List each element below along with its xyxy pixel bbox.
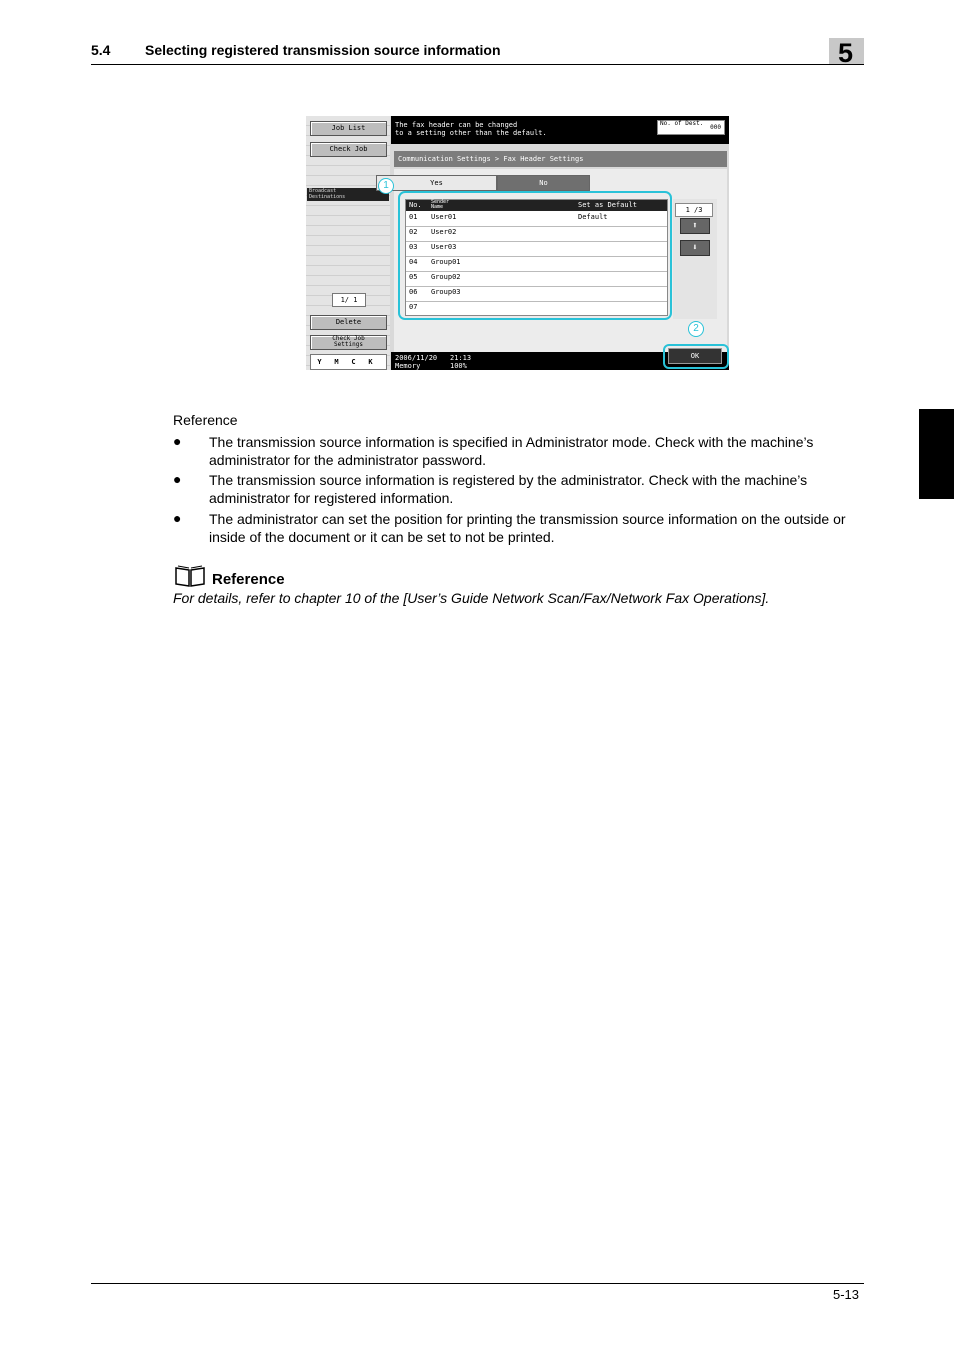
callout-highlight-2 <box>663 344 729 369</box>
delete-button[interactable]: Delete <box>310 315 387 330</box>
table-row[interactable]: 05 Group02 <box>406 271 667 287</box>
bullet-icon: ● <box>173 471 182 487</box>
table-row[interactable]: 01 User01 Default <box>406 211 667 227</box>
scroll-up-button[interactable]: ⬆ <box>680 218 710 234</box>
table-row[interactable]: 02 User02 <box>406 226 667 242</box>
chapter-side-tab <box>919 409 954 499</box>
ok-button[interactable]: OK <box>668 348 722 364</box>
page-indicator: 1 /3 <box>675 203 713 217</box>
header-no: No. <box>409 201 422 209</box>
check-job-settings-button[interactable]: Check Job Settings <box>310 335 387 350</box>
left-panel <box>306 116 390 370</box>
status-date: 2006/11/20 <box>395 354 438 362</box>
callout-number-1: 1 <box>378 178 394 194</box>
toner-indicator <box>310 354 387 370</box>
bullet-icon: ● <box>173 433 182 449</box>
header-set-as-default: Set as Default <box>578 201 638 209</box>
status-memory: Memory <box>395 362 421 370</box>
toner-c: C <box>351 358 356 366</box>
status-time: 21:13 <box>450 354 472 362</box>
broadcast-destinations-label: Broadcast Destinations <box>307 188 389 201</box>
fax-header-settings-screenshot <box>306 116 729 370</box>
book-icon <box>173 564 207 588</box>
toner-k: K <box>368 358 373 366</box>
destination-count <box>657 120 725 135</box>
table-row[interactable]: 07 <box>409 303 418 311</box>
reference-heading: Reference <box>212 571 285 588</box>
section-number: 5.4 <box>91 42 111 58</box>
message-line-1: The fax header can be changed <box>395 121 518 129</box>
header-rule <box>91 64 864 65</box>
job-list-button[interactable]: Job List <box>310 121 387 136</box>
reference-text: For details, refer to chapter 10 of the [User’s Guide Network Scan/Fax/Network Fax Operations]. <box>173 590 770 606</box>
page-number: 5-13 <box>833 1287 860 1302</box>
callout-highlight-1 <box>398 191 672 320</box>
table-row[interactable]: 04 Group01 <box>406 256 667 272</box>
breadcrumb: Communication Settings > Fax Header Settings <box>394 151 727 167</box>
message-line-2: to a setting other than the default. <box>395 129 547 137</box>
footer-rule <box>91 1283 864 1284</box>
table-row[interactable]: 06 Group03 <box>406 286 667 302</box>
bullet-icon: ● <box>173 510 182 526</box>
bullet-text-1: The transmission source information is specified in Administrator mode. Check with the machine’s administrator for the administrator password. <box>209 434 814 468</box>
reference-label: Reference <box>173 412 238 428</box>
scroll-down-button[interactable]: ⬇ <box>680 240 710 256</box>
chapter-number: 5 <box>838 38 854 68</box>
dest-value: 000 <box>710 124 721 131</box>
table-row[interactable]: 03 User03 <box>406 241 667 257</box>
scroll-panel <box>673 199 717 319</box>
tab-yes[interactable]: Yes <box>376 175 497 191</box>
section-title: Selecting registered transmission source information <box>145 42 501 58</box>
bullet-text-2: The transmission source information is registered by the administrator. Check with the machine’s administrator for registered information. <box>209 472 808 506</box>
toner-m: M <box>334 358 339 366</box>
header-sender-name: Sender Name <box>431 199 450 210</box>
dest-label: No. of Dest. <box>660 120 704 127</box>
tab-no[interactable]: No <box>497 175 590 191</box>
bullet-text-3: The administrator can set the position for printing the transmission source information on the outside or inside of the document or it can be set to not be printed. <box>209 511 846 545</box>
callout-number-2: 2 <box>688 321 704 337</box>
toner-y: Y <box>317 358 322 366</box>
message-bar <box>391 116 729 144</box>
check-job-button[interactable]: Check Job <box>310 142 387 157</box>
status-memory-percent: 100% <box>450 362 467 370</box>
left-page-indicator: 1/ 1 <box>332 293 366 307</box>
